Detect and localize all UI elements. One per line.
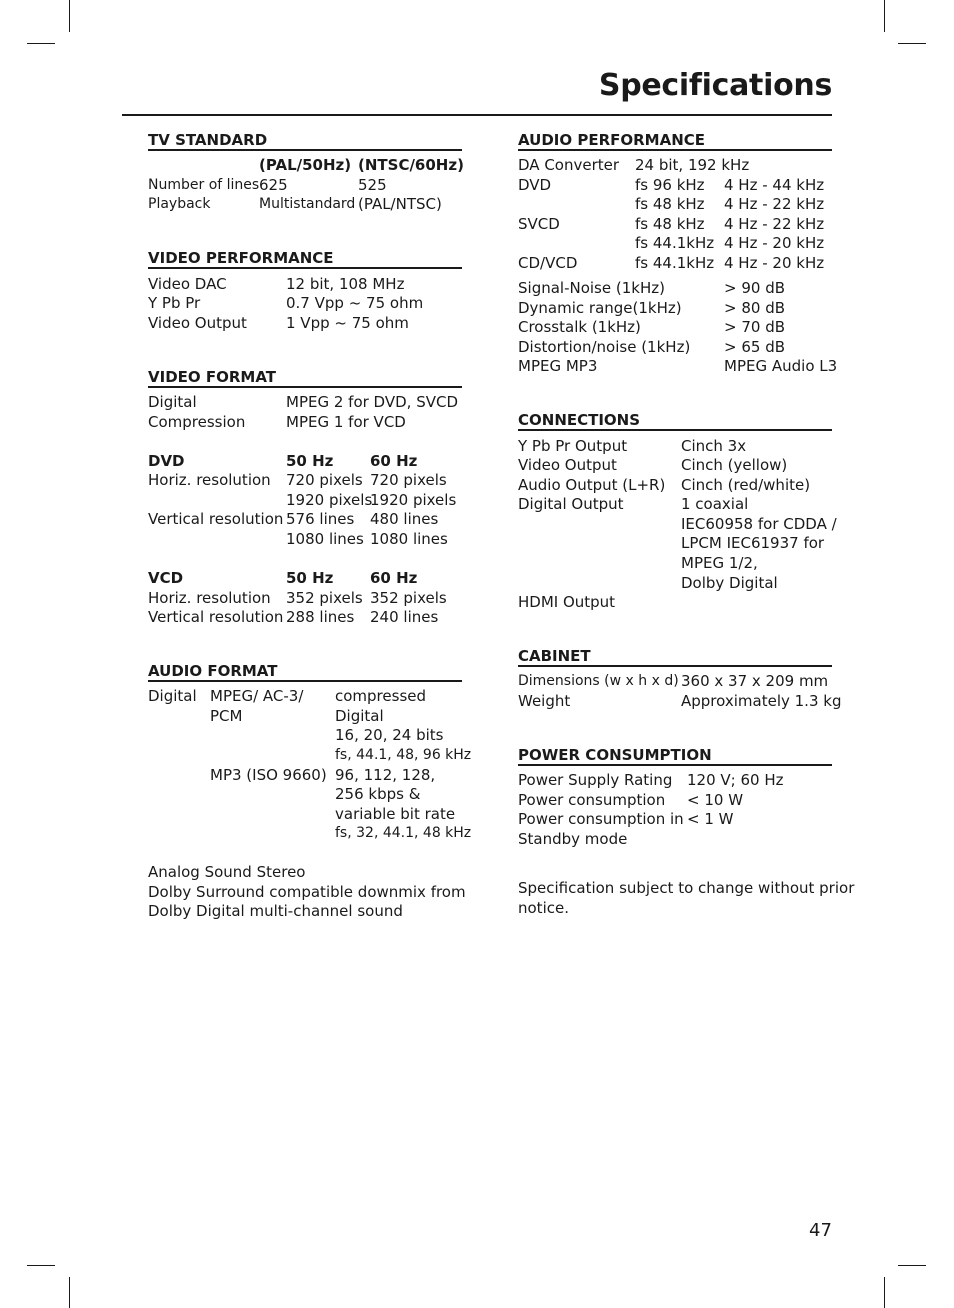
spec-value: 288 lines [286,608,355,626]
crop-mark [69,0,70,32]
spec-value: 4 Hz - 44 kHz [724,176,825,194]
spec-value: < 1 W [687,810,734,828]
connections-heading: CONNECTIONS [518,411,641,429]
section-rule [518,764,832,766]
spec-label: SVCD [518,215,560,233]
audio-performance-heading: AUDIO PERFORMANCE [518,131,706,149]
spec-label: Digital [148,393,197,411]
spec-value: 4 Hz - 22 kHz [724,215,825,233]
spec-value: 352 pixels [286,589,363,607]
spec-value: variable bit rate [335,805,456,823]
spec-label: Power Supply Rating [518,771,673,789]
page-title: Specifications [598,68,832,103]
spec-value: 720 pixels [286,471,363,489]
spec-value: Cinch (red/white) [681,476,811,494]
crop-mark [884,0,885,32]
dvd-60hz-header: 60 Hz [370,452,418,470]
spec-value: 24 bit, 192 kHz [635,156,750,174]
spec-label: MPEG MP3 [518,357,598,375]
vcd-60hz-header: 60 Hz [370,569,418,587]
spec-value: Cinch (yellow) [681,456,788,474]
spec-value: (PAL/NTSC) [358,195,442,213]
spec-value: 1 Vpp ~ 75 ohm [286,314,409,332]
spec-value: 1080 lines [286,530,364,548]
audio-format-heading: AUDIO FORMAT [148,662,278,680]
spec-value: MPEG 1/2, [681,554,758,572]
spec-value: 625 [259,176,288,194]
spec-value: > 90 dB [724,279,786,297]
spec-value: IEC60958 for CDDA / [681,515,837,533]
spec-value: 0.7 Vpp ~ 75 ohm [286,294,424,312]
section-rule [148,680,462,682]
spec-label: Number of lines [148,177,260,193]
spec-value: 12 bit, 108 MHz [286,275,405,293]
crop-mark [898,43,926,44]
ntsc-column-header: (NTSC/60Hz) [358,156,464,174]
spec-value: fs, 32, 44.1, 48 kHz [335,825,472,841]
spec-value: > 80 dB [724,299,786,317]
spec-label: Video Output [148,314,247,332]
spec-label: Signal-Noise (1kHz) [518,279,665,297]
spec-value: < 10 W [687,791,744,809]
spec-value: 480 lines [370,510,439,528]
section-rule [518,665,832,667]
spec-value: LPCM IEC61937 for [681,534,825,552]
spec-label: DA Converter [518,156,620,174]
spec-value: > 70 dB [724,318,786,336]
spec-label: CD/VCD [518,254,578,272]
spec-value: 720 pixels [370,471,447,489]
spec-value: 1920 pixels [286,491,373,509]
spec-value: 16, 20, 24 bits [335,726,444,744]
spec-value: 576 lines [286,510,355,528]
footnote: notice. [518,899,569,917]
spec-label: PCM [210,707,243,725]
spec-value: MPEG 2 for DVD, SVCD [286,393,459,411]
title-rule [122,114,832,116]
spec-value: Digital [335,707,384,725]
spec-label: Distortion/noise (1kHz) [518,338,691,356]
spec-value: 96, 112, 128, [335,766,436,784]
spec-label: DVD [518,176,552,194]
spec-label: HDMI Output [518,593,616,611]
spec-value: 1 coaxial [681,495,749,513]
spec-value: 120 V; 60 Hz [687,771,784,789]
spec-value: fs 44.1kHz [635,234,715,252]
spec-label: Video Output [518,456,617,474]
spec-label: Vertical resolution [148,608,284,626]
spec-label: Digital [148,687,197,705]
tv-standard-heading: TV STANDARD [148,131,268,149]
spec-value: fs 96 kHz [635,176,705,194]
note-text: Dolby Surround compatible downmix from [148,883,466,901]
spec-label: Digital Output [518,495,624,513]
note-text: Analog Sound Stereo [148,863,306,881]
spec-value: 4 Hz - 20 kHz [724,254,825,272]
section-rule [518,149,832,151]
page-number: 47 [809,1220,832,1241]
spec-label: Y Pb Pr Output [518,437,628,455]
section-rule [148,149,462,151]
spec-value: 256 kbps & [335,785,421,803]
spec-value: 4 Hz - 22 kHz [724,195,825,213]
spec-label: Dimensions (w x h x d) [518,673,679,689]
spec-label: Playback [148,196,211,212]
spec-value: Cinch 3x [681,437,747,455]
spec-value: fs 48 kHz [635,215,705,233]
spec-value: 1080 lines [370,530,448,548]
spec-label: Vertical resolution [148,510,284,528]
spec-label: Horiz. resolution [148,589,271,607]
spec-value: fs, 44.1, 48, 96 kHz [335,747,472,763]
cabinet-heading: CABINET [518,647,591,665]
spec-label: MPEG/ AC-3/ [210,687,304,705]
spec-value: 4 Hz - 20 kHz [724,234,825,252]
section-rule [148,267,462,269]
footnote: Specification subject to change without prior [518,879,855,897]
spec-value: fs 48 kHz [635,195,705,213]
spec-label: Y Pb Pr [148,294,201,312]
section-rule [518,429,832,431]
spec-value: 525 [358,176,387,194]
spec-label: Power consumption in [518,810,684,828]
crop-mark [898,1265,926,1266]
spec-label: Weight [518,692,571,710]
spec-value: Approximately 1.3 kg [681,692,842,710]
spec-label: Dynamic range(1kHz) [518,299,682,317]
section-rule [148,386,462,388]
spec-label: Compression [148,413,246,431]
spec-value: 240 lines [370,608,439,626]
dvd-subheading: DVD [148,452,185,470]
spec-label: Standby mode [518,830,628,848]
dvd-50hz-header: 50 Hz [286,452,334,470]
spec-label: Power consumption [518,791,666,809]
crop-mark [27,43,55,44]
vcd-50hz-header: 50 Hz [286,569,334,587]
spec-value: fs 44.1kHz [635,254,715,272]
spec-label: Crosstalk (1kHz) [518,318,641,336]
spec-value: Multistandard [259,196,356,212]
crop-mark [27,1265,55,1266]
spec-value: > 65 dB [724,338,786,356]
spec-value: compressed [335,687,427,705]
spec-value: MPEG 1 for VCD [286,413,406,431]
note-text: Dolby Digital multi-channel sound [148,902,403,920]
spec-value: 352 pixels [370,589,447,607]
spec-label: Audio Output (L+R) [518,476,666,494]
spec-value: 1920 pixels [370,491,457,509]
video-format-heading: VIDEO FORMAT [148,368,277,386]
video-performance-heading: VIDEO PERFORMANCE [148,249,334,267]
spec-value: Dolby Digital [681,574,778,592]
spec-label: Horiz. resolution [148,471,271,489]
spec-value: MPEG Audio L3 [724,357,838,375]
crop-mark [884,1277,885,1308]
vcd-subheading: VCD [148,569,184,587]
pal-column-header: (PAL/50Hz) [259,156,352,174]
spec-label: Video DAC [148,275,227,293]
spec-label: MP3 (ISO 9660) [210,766,327,784]
power-consumption-heading: POWER CONSUMPTION [518,746,712,764]
spec-value: 360 x 37 x 209 mm [681,672,829,690]
crop-mark [69,1277,70,1308]
